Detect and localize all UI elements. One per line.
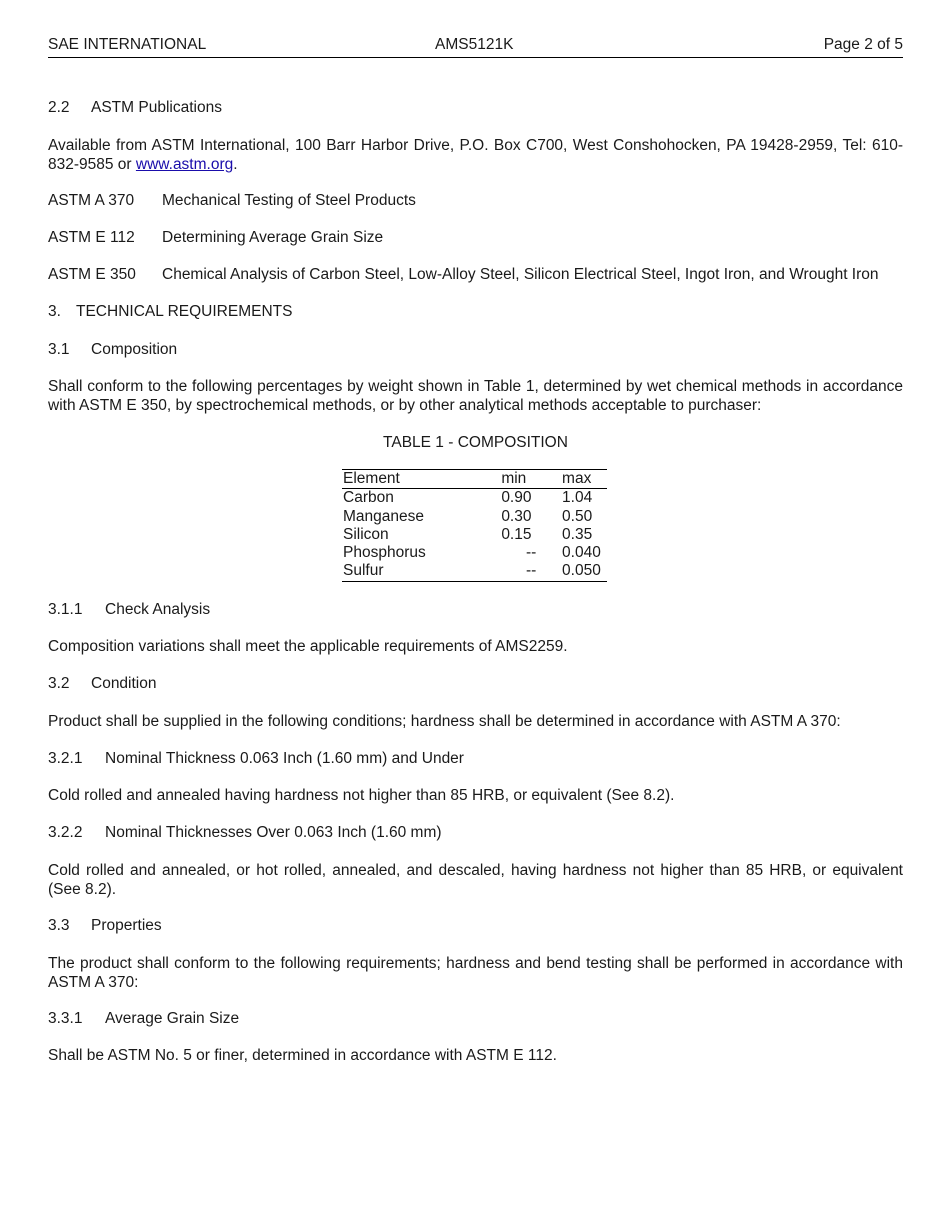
section-title: TECHNICAL REQUIREMENTS bbox=[76, 303, 293, 320]
table-row bbox=[342, 562, 607, 581]
astm-address-text: Available from ASTM International, 100 Barr Harbor Drive, P.O. Box C700, West Conshohocken, PA 19428-2959, Tel: 610-832-9585 or bbox=[48, 137, 903, 173]
section-number: 3.1 bbox=[48, 341, 70, 358]
section-3-2-1-heading bbox=[48, 750, 903, 769]
element-cell: Silicon bbox=[343, 525, 389, 543]
section-title: Properties bbox=[91, 917, 162, 934]
section-number: 3. bbox=[48, 303, 61, 320]
section-number: 3.3 bbox=[48, 917, 70, 934]
section-number: 3.2.2 bbox=[48, 824, 83, 841]
min-cell: 0.30 bbox=[501, 507, 532, 525]
composition-paragraph: Shall conform to the following percentages by weight shown in Table 1, determined by wet chemical methods in accordance with ASTM E 350, by spectrochemical methods, or by other analytical methods acceptable to purchaser: bbox=[48, 378, 903, 414]
section-3-2-2-heading bbox=[48, 824, 903, 843]
min-cell: 0.15 bbox=[501, 525, 532, 543]
element-cell: Sulfur bbox=[342, 562, 500, 581]
section-number: 3.2.1 bbox=[48, 750, 83, 767]
thickness-over-paragraph: Cold rolled and annealed, or hot rolled, annealed, and descaled, having hardness not higher than 85 HRB, or equivalent (See 8.2). bbox=[48, 862, 903, 898]
min-cell: -- bbox=[526, 544, 537, 562]
element-cell: Manganese bbox=[343, 507, 425, 525]
section-number: 3.2 bbox=[48, 675, 70, 692]
max-cell: 0.50 bbox=[562, 507, 593, 525]
reference-code: ASTM E 112 bbox=[48, 229, 135, 246]
section-3-3-heading bbox=[48, 917, 903, 936]
header-document-number: AMS5121K bbox=[435, 36, 514, 53]
reference-title: Determining Average Grain Size bbox=[162, 229, 384, 246]
column-header-max: max bbox=[561, 470, 607, 489]
reference-astm-a370 bbox=[48, 192, 903, 211]
section-title: Nominal Thicknesses Over 0.063 Inch (1.60 mm) bbox=[105, 824, 442, 841]
properties-paragraph: The product shall conform to the following requirements; hardness and bend testing shall be performed in accordance with ASTM A 370: bbox=[48, 955, 903, 991]
astm-address-end: . bbox=[233, 155, 238, 173]
condition-paragraph: Product shall be supplied in the following conditions; hardness shall be determined in accordance with ASTM A 370: bbox=[48, 713, 841, 730]
section-title: Condition bbox=[91, 675, 157, 692]
reference-code: ASTM E 350 bbox=[48, 266, 136, 283]
table-row bbox=[342, 526, 607, 544]
page-header bbox=[48, 36, 903, 58]
section-title: Composition bbox=[91, 341, 178, 358]
reference-title: Chemical Analysis of Carbon Steel, Low-Alloy Steel, Silicon Electrical Steel, Ingot Iron, and Wrought Iron bbox=[162, 266, 879, 283]
column-header-element: Element bbox=[342, 470, 500, 489]
table-row bbox=[342, 489, 607, 508]
section-3-1-1-heading bbox=[48, 601, 903, 620]
min-cell: -- bbox=[500, 562, 561, 581]
header-organization: SAE INTERNATIONAL bbox=[48, 36, 207, 53]
section-title: ASTM Publications bbox=[91, 99, 222, 116]
max-cell: 0.040 bbox=[562, 544, 601, 562]
section-3-1-heading bbox=[48, 341, 903, 360]
astm-address-paragraph bbox=[48, 137, 903, 174]
max-cell: 1.04 bbox=[562, 489, 593, 507]
element-cell: Carbon bbox=[343, 489, 394, 507]
max-cell: 0.35 bbox=[562, 525, 593, 543]
max-cell: 0.050 bbox=[561, 562, 607, 581]
reference-code: ASTM A 370 bbox=[48, 192, 135, 209]
reference-astm-e112 bbox=[48, 229, 903, 248]
grain-size-paragraph: Shall be ASTM No. 5 or finer, determined in accordance with ASTM E 112. bbox=[48, 1047, 557, 1064]
section-number: 3.1.1 bbox=[48, 601, 83, 618]
composition-table bbox=[342, 469, 607, 582]
section-2-2-heading bbox=[48, 99, 903, 118]
section-number: 3.3.1 bbox=[48, 1010, 83, 1027]
section-3-heading bbox=[48, 303, 903, 322]
table-row bbox=[342, 508, 607, 526]
section-3-3-1-heading bbox=[48, 1010, 903, 1029]
table-row bbox=[342, 544, 607, 562]
reference-title: Mechanical Testing of Steel Products bbox=[162, 192, 416, 209]
astm-website-link[interactable]: www.astm.org bbox=[135, 155, 234, 173]
section-3-2-heading bbox=[48, 675, 903, 694]
header-page-number: Page 2 of 5 bbox=[823, 36, 903, 53]
column-header-min: min bbox=[500, 470, 561, 489]
table-1-caption: TABLE 1 - COMPOSITION bbox=[383, 434, 568, 451]
section-title: Average Grain Size bbox=[105, 1010, 240, 1027]
section-number: 2.2 bbox=[48, 99, 70, 116]
min-cell: 0.90 bbox=[501, 489, 532, 507]
section-title: Check Analysis bbox=[105, 601, 211, 618]
table-header-row bbox=[342, 470, 607, 489]
element-cell: Phosphorus bbox=[343, 544, 426, 562]
reference-astm-e350 bbox=[48, 266, 903, 285]
thickness-under-paragraph: Cold rolled and annealed having hardness not higher than 85 HRB, or equivalent (See 8.2). bbox=[48, 787, 675, 804]
section-title: Nominal Thickness 0.063 Inch (1.60 mm) and Under bbox=[105, 750, 464, 767]
check-analysis-paragraph: Composition variations shall meet the applicable requirements of AMS2259. bbox=[48, 638, 568, 655]
